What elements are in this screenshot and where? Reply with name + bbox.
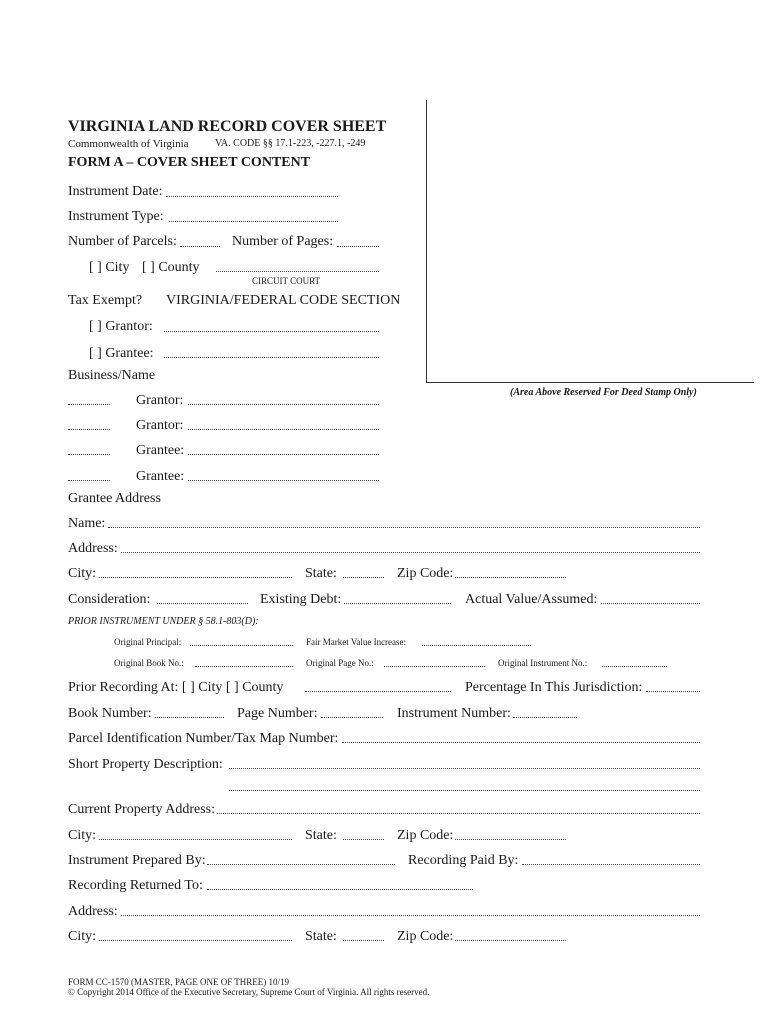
grantee-2-label: Grantee:	[136, 469, 185, 484]
address2-field[interactable]	[121, 915, 700, 916]
stamp-area-note: (Area Above Reserved For Deed Stamp Only)	[510, 387, 697, 398]
grantor-1-label: Grantor:	[136, 393, 184, 408]
original-instrument-no-field[interactable]	[602, 666, 667, 667]
page-title: VIRGINIA LAND RECORD COVER SHEET	[68, 118, 387, 135]
instrument-number-label: Instrument Number:	[397, 706, 511, 721]
form-number: FORM CC-1570 (MASTER, PAGE ONE OF THREE) 10/19	[68, 977, 290, 987]
grantee-1-field[interactable]	[188, 454, 379, 455]
page-number-label: Page Number:	[237, 706, 318, 721]
state-label: State:	[305, 566, 337, 581]
current-address-field[interactable]	[217, 813, 700, 814]
city-field[interactable]	[99, 577, 292, 578]
percentage-jurisdiction-field[interactable]	[646, 691, 700, 692]
number-of-pages-label: Number of Pages:	[232, 234, 334, 249]
zip3-label: Zip Code:	[397, 929, 454, 944]
instrument-number-field[interactable]	[513, 717, 577, 718]
prior-instrument-heading: PRIOR INSTRUMENT UNDER § 58.1-803(D):	[68, 616, 259, 627]
fair-market-increase-field[interactable]	[422, 645, 531, 646]
recording-paid-by-label: Recording Paid By:	[408, 853, 519, 868]
stamp-area-bottom-border	[426, 382, 754, 383]
city2-field[interactable]	[99, 839, 292, 840]
grantor-exempt-checkbox[interactable]: [ ] Grantor:	[89, 319, 153, 334]
number-of-parcels-label: Number of Parcels:	[68, 234, 177, 249]
actual-value-label: Actual Value/Assumed:	[465, 592, 598, 607]
book-number-field[interactable]	[155, 717, 224, 718]
name-label: Name:	[68, 516, 106, 531]
short-description-label: Short Property Description:	[68, 757, 223, 772]
state3-label: State:	[305, 929, 337, 944]
grantee-1-business-field[interactable]	[68, 454, 110, 455]
grantor-1-business-field[interactable]	[68, 404, 110, 405]
prepared-by-field[interactable]	[207, 864, 395, 865]
address-field[interactable]	[121, 552, 700, 553]
number-of-pages-field[interactable]	[337, 246, 379, 247]
state2-field[interactable]	[343, 839, 384, 840]
grantee-1-label: Grantee:	[136, 443, 185, 458]
existing-debt-label: Existing Debt:	[260, 592, 342, 607]
instrument-date-label: Instrument Date:	[68, 184, 163, 199]
state-field[interactable]	[343, 577, 384, 578]
prepared-by-label: Instrument Prepared By:	[68, 853, 206, 868]
zip-field[interactable]	[455, 577, 566, 578]
short-description-field[interactable]	[229, 768, 700, 769]
consideration-label: Consideration:	[68, 592, 151, 607]
code-section-label: VIRGINIA/FEDERAL CODE SECTION	[166, 293, 401, 308]
address2-label: Address:	[68, 904, 118, 919]
original-principal-field[interactable]	[190, 645, 293, 646]
grantee-exempt-checkbox[interactable]: [ ] Grantee:	[89, 346, 154, 361]
grantor-2-business-field[interactable]	[68, 429, 110, 430]
grantee-2-business-field[interactable]	[68, 480, 110, 481]
circuit-court-caption: CIRCUIT COURT	[252, 276, 321, 286]
city-checkbox[interactable]: [ ] City	[89, 260, 130, 275]
form-title: FORM A – COVER SHEET CONTENT	[68, 155, 311, 170]
grantee-2-field[interactable]	[188, 480, 379, 481]
existing-debt-field[interactable]	[344, 603, 451, 604]
grantor-2-label: Grantor:	[136, 418, 184, 433]
city2-label: City:	[68, 828, 97, 843]
commonwealth-label: Commonwealth of Virginia	[68, 138, 189, 150]
original-principal-label: Original Principal:	[114, 637, 182, 647]
zip2-label: Zip Code:	[397, 828, 454, 843]
city3-field[interactable]	[99, 940, 292, 941]
state3-field[interactable]	[343, 940, 384, 941]
city-label: City:	[68, 566, 97, 581]
prior-recording-field[interactable]	[305, 691, 451, 692]
zip2-field[interactable]	[455, 839, 566, 840]
percentage-jurisdiction-label: Percentage In This Jurisdiction:	[465, 680, 643, 695]
address-label: Address:	[68, 541, 118, 556]
original-page-no-field[interactable]	[384, 666, 485, 667]
prior-recording-label[interactable]: Prior Recording At: [ ] City [ ] County	[68, 680, 284, 695]
grantee-address-heading: Grantee Address	[68, 491, 161, 506]
stamp-area-left-border	[426, 100, 427, 382]
recording-returned-to-field[interactable]	[207, 889, 473, 890]
circuit-court-field[interactable]	[216, 271, 379, 272]
original-instrument-no-label: Original Instrument No.:	[498, 658, 588, 668]
page-number-field[interactable]	[321, 717, 383, 718]
state2-label: State:	[305, 828, 337, 843]
consideration-field[interactable]	[157, 603, 248, 604]
grantor-exempt-field[interactable]	[164, 331, 379, 332]
tax-exempt-label: Tax Exempt?	[68, 293, 143, 308]
grantee-exempt-field[interactable]	[164, 357, 379, 358]
zip-label: Zip Code:	[397, 566, 454, 581]
grantor-2-field[interactable]	[188, 429, 379, 430]
recording-paid-by-field[interactable]	[522, 864, 700, 865]
grantor-1-field[interactable]	[188, 404, 379, 405]
city3-label: City:	[68, 929, 97, 944]
instrument-type-label: Instrument Type:	[68, 209, 164, 224]
short-description-field-2[interactable]	[229, 790, 700, 791]
fair-market-increase-label: Fair Market Value Increase:	[306, 637, 407, 647]
name-field[interactable]	[108, 527, 700, 528]
business-name-label: Business/Name	[68, 368, 156, 383]
county-checkbox[interactable]: [ ] County	[142, 260, 200, 275]
parcel-id-label: Parcel Identification Number/Tax Map Number:	[68, 731, 339, 746]
recording-returned-to-label: Recording Returned To:	[68, 878, 203, 893]
book-number-label: Book Number:	[68, 706, 152, 721]
original-book-no-label: Original Book No.:	[114, 658, 184, 668]
zip3-field[interactable]	[455, 940, 566, 941]
original-book-no-field[interactable]	[195, 666, 293, 667]
original-page-no-label: Original Page No.:	[306, 658, 374, 668]
va-code-label: VA. CODE §§ 17.1-223, -227.1, -249	[215, 138, 366, 149]
copyright-notice: © Copyright 2014 Office of the Executive Secretary, Supreme Court of Virginia. All rights reserved.	[68, 987, 430, 997]
instrument-date-field[interactable]	[166, 196, 338, 197]
current-address-label: Current Property Address:	[68, 802, 215, 817]
number-of-parcels-field[interactable]	[180, 246, 220, 247]
instrument-type-field[interactable]	[169, 221, 338, 222]
parcel-id-field[interactable]	[342, 742, 700, 743]
actual-value-field[interactable]	[601, 603, 700, 604]
